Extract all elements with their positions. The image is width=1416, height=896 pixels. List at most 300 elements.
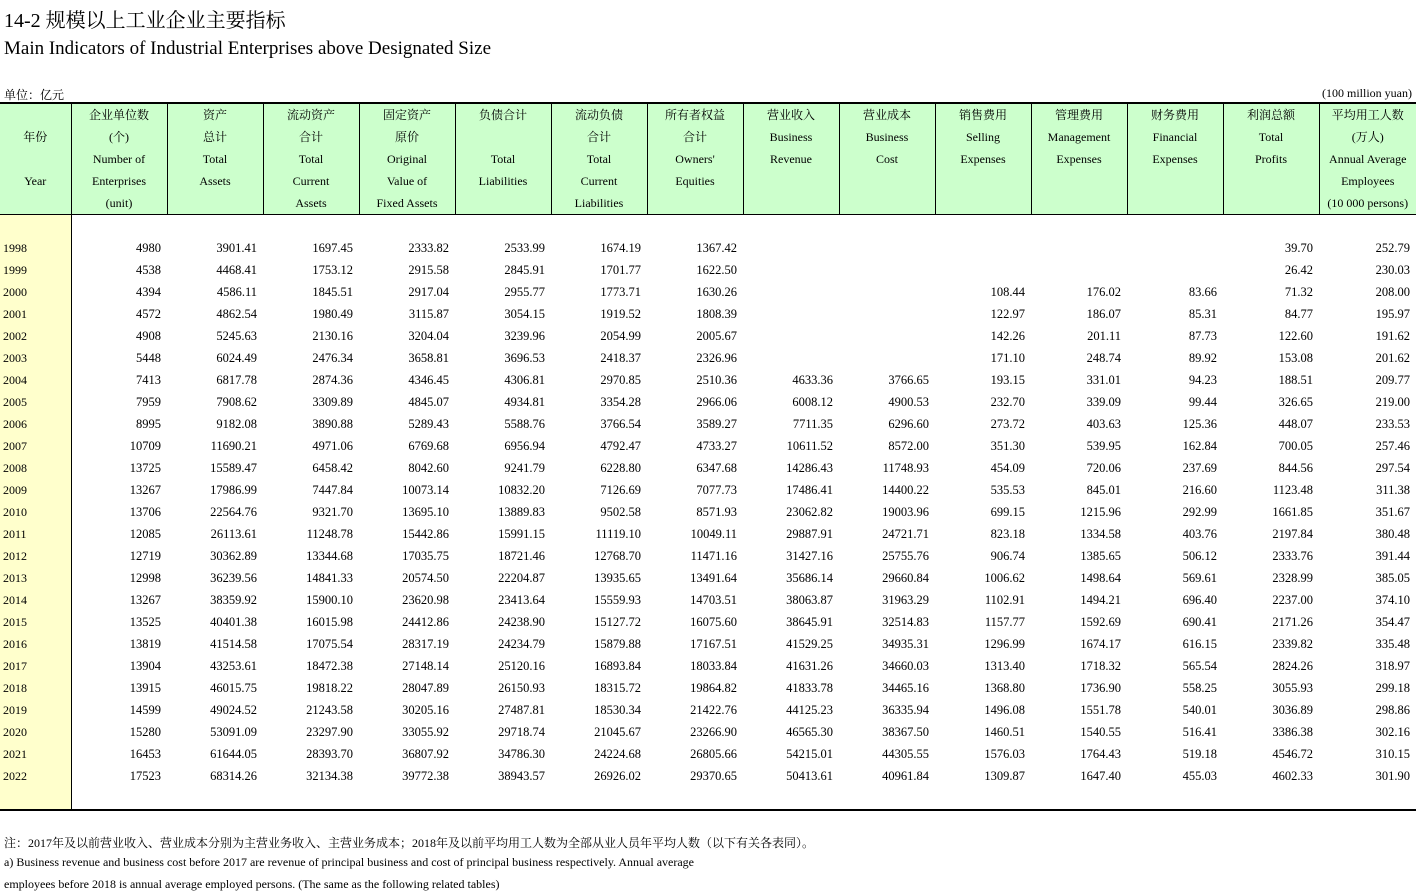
value-cell: 21243.58 [306, 703, 353, 717]
value-cell: 122.97 [990, 307, 1025, 321]
value-cell: 7908.62 [216, 395, 257, 409]
value-cell: 2845.91 [504, 263, 545, 277]
value-cell: 351.30 [990, 439, 1025, 453]
value-cell: 18315.72 [594, 681, 641, 695]
header-line: (10 000 persons) [1327, 196, 1409, 210]
spacer-cell [455, 787, 551, 810]
value-cell: 10709 [129, 439, 161, 453]
header-line: 年份 [23, 130, 48, 144]
value-cell: 17035.75 [402, 549, 449, 563]
value-cell: 142.26 [990, 329, 1025, 343]
value-cell: 9182.08 [216, 417, 257, 431]
value-cell: 11471.16 [690, 549, 737, 563]
value-cell: 7447.84 [312, 483, 353, 497]
value-cell: 10073.14 [402, 483, 449, 497]
value-cell: 1980.49 [312, 307, 353, 321]
value-cell: 1674.17 [1080, 637, 1121, 651]
value-cell: 1697.45 [312, 241, 353, 255]
value-cell: 13935.65 [594, 571, 641, 585]
value-cell: 13491.64 [690, 571, 737, 585]
header-line [1224, 192, 1319, 214]
value-cell: 448.07 [1278, 417, 1313, 431]
value-cell: 301.90 [1375, 769, 1410, 783]
value-cell: 21422.76 [690, 703, 737, 717]
value-cell: 4572 [136, 307, 161, 321]
value-cell: 3766.65 [888, 373, 929, 387]
value-cell: 27487.81 [498, 703, 545, 717]
header-line [168, 192, 263, 214]
value-cell: 29370.65 [690, 769, 737, 783]
value-cell: 318.97 [1375, 659, 1410, 673]
value-cell: 38063.87 [786, 593, 833, 607]
value-cell: 15442.86 [402, 527, 449, 541]
header-col-7 [647, 103, 743, 215]
header-line: Equities [675, 174, 715, 188]
value-cell: 1773.71 [600, 285, 641, 299]
year-cell: 2020 [0, 721, 71, 743]
header-line [840, 170, 935, 192]
value-cell: 22564.76 [210, 505, 257, 519]
value-cell: 273.72 [990, 417, 1025, 431]
value-cell: 28317.19 [402, 637, 449, 651]
value-cell: 7126.69 [600, 483, 641, 497]
value-cell: 7711.35 [792, 417, 833, 431]
value-cell: 41833.78 [786, 681, 833, 695]
value-cell [839, 347, 935, 369]
value-cell: 31963.29 [882, 593, 929, 607]
value-cell: 2326.96 [696, 351, 737, 365]
spacer-cell [0, 215, 71, 238]
value-cell: 516.41 [1182, 725, 1217, 739]
spacer-cell [263, 787, 359, 810]
table-row [0, 523, 1416, 545]
table-row [0, 259, 1416, 281]
value-cell: 219.00 [1375, 395, 1410, 409]
spacer-cell [839, 215, 935, 238]
value-cell: 3054.15 [504, 307, 545, 321]
value-cell: 326.65 [1278, 395, 1313, 409]
value-cell: 23413.64 [498, 593, 545, 607]
value-cell: 18530.34 [594, 703, 641, 717]
table-title-english: Main Indicators of Industrial Enterprises above Designated Size [4, 38, 491, 59]
value-cell: 7077.73 [696, 483, 737, 497]
year-cell: 2015 [0, 611, 71, 633]
value-cell: 233.53 [1375, 417, 1410, 431]
value-cell: 9321.70 [312, 505, 353, 519]
value-cell: 1367.42 [696, 241, 737, 255]
value-cell: 232.70 [990, 395, 1025, 409]
value-cell: 1630.26 [696, 285, 737, 299]
header-line: 合计 [298, 130, 323, 144]
value-cell: 19818.22 [306, 681, 353, 695]
value-cell: 2510.36 [696, 373, 737, 387]
value-cell: 17167.51 [690, 637, 737, 651]
value-cell: 4586.11 [216, 285, 257, 299]
value-cell: 22204.87 [498, 571, 545, 585]
value-cell: 17523 [129, 769, 161, 783]
header-line: 固定资产 [382, 108, 431, 122]
header-line: Number of [92, 152, 146, 166]
value-cell: 13904 [129, 659, 161, 673]
spacer-cell [551, 787, 647, 810]
value-cell: 720.06 [1086, 461, 1121, 475]
spacer-row [0, 215, 1416, 238]
value-cell: 2476.34 [312, 351, 353, 365]
value-cell: 26150.93 [498, 681, 545, 695]
header-line: Current [580, 174, 618, 188]
header-line [456, 126, 551, 148]
value-cell: 13915 [129, 681, 161, 695]
header-line: 合计 [682, 130, 707, 144]
value-cell: 3115.87 [408, 307, 449, 321]
value-cell: 15127.72 [594, 615, 641, 629]
header-line: (unit) [105, 196, 133, 210]
value-cell: 558.25 [1182, 681, 1217, 695]
value-cell: 8571.93 [696, 505, 737, 519]
value-cell: 13695.10 [402, 505, 449, 519]
value-cell: 4602.33 [1272, 769, 1313, 783]
value-cell: 454.09 [990, 461, 1025, 475]
value-cell: 331.01 [1086, 373, 1121, 387]
value-cell: 186.07 [1086, 307, 1121, 321]
header-row [0, 103, 1416, 215]
value-cell: 257.46 [1375, 439, 1410, 453]
header-line: Management [1047, 130, 1111, 144]
value-cell: 4733.27 [696, 439, 737, 453]
value-cell: 39772.38 [402, 769, 449, 783]
value-cell: 616.15 [1182, 637, 1217, 651]
value-cell: 380.48 [1375, 527, 1410, 541]
value-cell: 230.03 [1375, 263, 1410, 277]
header-line: Original [387, 152, 427, 166]
value-cell: 3055.93 [1272, 681, 1313, 695]
value-cell: 24234.79 [498, 637, 545, 651]
spacer-cell [167, 215, 263, 238]
value-cell: 506.12 [1182, 549, 1217, 563]
value-cell: 403.63 [1086, 417, 1121, 431]
header-line [744, 170, 839, 192]
value-cell: 2197.84 [1272, 527, 1313, 541]
value-cell: 30362.89 [210, 549, 257, 563]
value-cell: 385.05 [1375, 571, 1410, 585]
value-cell: 1674.19 [600, 241, 641, 255]
value-cell: 23620.98 [402, 593, 449, 607]
value-cell: 14599 [129, 703, 161, 717]
header-col-4 [359, 103, 455, 215]
value-cell: 1919.52 [600, 307, 641, 321]
value-cell [839, 281, 935, 303]
value-cell: 46015.75 [210, 681, 257, 695]
value-cell: 2874.36 [312, 373, 353, 387]
value-cell: 248.74 [1086, 351, 1121, 365]
value-cell: 40961.84 [882, 769, 929, 783]
header-line: 管理费用 [1054, 108, 1103, 122]
header-line [1128, 170, 1223, 192]
unit-label-chinese: 单位：亿元 [4, 88, 65, 102]
table-row [0, 347, 1416, 369]
value-cell: 906.74 [990, 549, 1025, 563]
value-cell: 26805.66 [690, 747, 737, 761]
year-cell: 2016 [0, 633, 71, 655]
value-cell: 83.66 [1188, 285, 1217, 299]
header-line: Fixed Assets [376, 196, 438, 210]
value-cell: 44125.23 [786, 703, 833, 717]
value-cell: 311.38 [1376, 483, 1410, 497]
value-cell: 26926.02 [594, 769, 641, 783]
value-cell: 193.15 [990, 373, 1025, 387]
value-cell: 14841.33 [306, 571, 353, 585]
value-cell: 3658.81 [408, 351, 449, 365]
value-cell: 2966.06 [696, 395, 737, 409]
value-cell: 6347.68 [696, 461, 737, 475]
year-cell: 2021 [0, 743, 71, 765]
value-cell: 46565.30 [786, 725, 833, 739]
year-cell: 2014 [0, 589, 71, 611]
value-cell: 6956.94 [504, 439, 545, 453]
header-line: 合计 [586, 130, 611, 144]
value-cell: 12719 [129, 549, 161, 563]
value-cell: 6817.78 [216, 373, 257, 387]
value-cell: 4546.72 [1272, 747, 1313, 761]
value-cell: 2418.37 [600, 351, 641, 365]
value-cell: 18033.84 [690, 659, 737, 673]
value-cell: 40401.38 [210, 615, 257, 629]
header-col-3 [263, 103, 359, 215]
value-cell: 3354.28 [600, 395, 641, 409]
value-cell: 16075.60 [690, 615, 737, 629]
value-cell: 191.62 [1375, 329, 1410, 343]
value-cell: 6008.12 [792, 395, 833, 409]
value-cell: 1701.77 [600, 263, 641, 277]
value-cell: 85.31 [1188, 307, 1217, 321]
value-cell: 171.10 [990, 351, 1025, 365]
table-row [0, 237, 1416, 259]
header-line: Total [586, 152, 612, 166]
value-cell: 38645.91 [786, 615, 833, 629]
value-cell: 41514.58 [210, 637, 257, 651]
value-cell: 310.15 [1375, 747, 1410, 761]
value-cell: 1313.40 [984, 659, 1025, 673]
value-cell: 4845.07 [408, 395, 449, 409]
header-line [936, 170, 1031, 192]
header-line: Liabilities [574, 196, 624, 210]
value-cell: 162.84 [1182, 439, 1217, 453]
spacer-cell [455, 215, 551, 238]
value-cell: 29718.74 [498, 725, 545, 739]
value-cell: 68314.26 [210, 769, 257, 783]
spacer-cell [743, 215, 839, 238]
value-cell [839, 303, 935, 325]
value-cell: 4346.45 [408, 373, 449, 387]
value-cell: 2237.00 [1272, 593, 1313, 607]
table-row [0, 325, 1416, 347]
table-row [0, 677, 1416, 699]
value-cell: 455.03 [1182, 769, 1217, 783]
value-cell: 823.18 [990, 527, 1025, 541]
year-cell: 2022 [0, 765, 71, 787]
value-cell: 28393.70 [306, 747, 353, 761]
value-cell: 252.79 [1375, 241, 1410, 255]
value-cell [1031, 237, 1127, 259]
header-line [648, 192, 743, 214]
value-cell [935, 237, 1031, 259]
value-cell: 298.86 [1375, 703, 1410, 717]
table-body [0, 215, 1416, 811]
value-cell: 108.44 [990, 285, 1025, 299]
spacer-cell [71, 215, 167, 238]
value-cell: 53091.09 [210, 725, 257, 739]
value-cell [1031, 259, 1127, 281]
value-cell: 89.92 [1188, 351, 1217, 365]
value-cell: 297.54 [1375, 461, 1410, 475]
spacer-cell [551, 215, 647, 238]
value-cell: 188.51 [1278, 373, 1313, 387]
year-cell: 2017 [0, 655, 71, 677]
value-cell [1127, 259, 1223, 281]
value-cell: 1309.87 [984, 769, 1025, 783]
value-cell: 3239.96 [504, 329, 545, 343]
footnote-english-line-1: a) Business revenue and business cost before 2017 are revenue of principal business and cost of principal business respectively. Annual average [4, 855, 695, 869]
value-cell: 4900.53 [888, 395, 929, 409]
value-cell: 1576.03 [984, 747, 1025, 761]
value-cell: 208.00 [1375, 285, 1410, 299]
value-cell: 23266.90 [690, 725, 737, 739]
year-cell: 2011 [0, 523, 71, 545]
header-line: Total [490, 152, 516, 166]
value-cell: 6769.68 [408, 439, 449, 453]
value-cell: 2915.58 [408, 263, 449, 277]
value-cell: 30205.16 [402, 703, 449, 717]
value-cell: 12768.70 [594, 549, 641, 563]
value-cell: 15559.93 [594, 593, 641, 607]
header-line: Year [24, 174, 47, 188]
value-cell: 201.62 [1375, 351, 1410, 365]
value-cell: 195.97 [1375, 307, 1410, 321]
value-cell: 8572.00 [888, 439, 929, 453]
value-cell: 33055.92 [402, 725, 449, 739]
value-cell: 3766.54 [600, 417, 641, 431]
value-cell: 17486.41 [786, 483, 833, 497]
value-cell: 6228.80 [600, 461, 641, 475]
value-cell [839, 259, 935, 281]
year-cell: 2005 [0, 391, 71, 413]
value-cell: 41529.25 [786, 637, 833, 651]
header-line: Owners' [675, 152, 715, 166]
spacer-cell [167, 787, 263, 810]
value-cell: 2328.99 [1272, 571, 1313, 585]
year-cell: 2018 [0, 677, 71, 699]
value-cell: 5448 [136, 351, 161, 365]
value-cell: 20574.50 [402, 571, 449, 585]
value-cell: 4792.47 [600, 439, 641, 453]
value-cell: 13819 [129, 637, 161, 651]
value-cell: 12998 [129, 571, 161, 585]
indicators-table [0, 102, 1416, 811]
table-row [0, 765, 1416, 787]
year-cell: 2008 [0, 457, 71, 479]
value-cell: 32514.83 [882, 615, 929, 629]
value-cell [743, 347, 839, 369]
header-line: Liabilities [478, 174, 528, 188]
value-cell: 16015.98 [306, 615, 353, 629]
value-cell: 10611.52 [786, 439, 833, 453]
value-cell: 1296.99 [984, 637, 1025, 651]
value-cell: 292.99 [1182, 505, 1217, 519]
header-line [936, 192, 1031, 214]
value-cell: 125.36 [1182, 417, 1217, 431]
value-cell: 10049.11 [690, 527, 737, 541]
year-cell: 2013 [0, 567, 71, 589]
header-line: Annual Average [1329, 152, 1407, 166]
value-cell: 4908 [136, 329, 161, 343]
value-cell [1127, 237, 1223, 259]
value-cell: 201.11 [1087, 329, 1121, 343]
value-cell: 26.42 [1284, 263, 1313, 277]
header-line: Expenses [1056, 152, 1102, 166]
value-cell: 237.69 [1182, 461, 1217, 475]
value-cell: 1753.12 [312, 263, 353, 277]
header-col-2 [167, 103, 263, 215]
value-cell: 5289.43 [408, 417, 449, 431]
header-col-12 [1127, 103, 1223, 215]
value-cell: 15589.47 [210, 461, 257, 475]
value-cell: 17986.99 [210, 483, 257, 497]
value-cell: 15991.15 [498, 527, 545, 541]
value-cell: 339.09 [1086, 395, 1121, 409]
header-line: 所有者权益 [664, 108, 725, 122]
header-col-10 [935, 103, 1031, 215]
value-cell: 26113.61 [210, 527, 257, 541]
value-cell: 700.05 [1278, 439, 1313, 453]
table-row [0, 633, 1416, 655]
header-line [1128, 192, 1223, 214]
value-cell: 1368.80 [984, 681, 1025, 695]
value-cell: 1157.77 [984, 615, 1025, 629]
table-row [0, 655, 1416, 677]
header-col-5 [455, 103, 551, 215]
header-line: Cost [875, 152, 898, 166]
spacer-row [0, 787, 1416, 810]
value-cell [839, 325, 935, 347]
footnote-english-line-2: employees before 2018 is annual average employed persons. (The same as the following related tables) [4, 877, 500, 891]
spacer-cell [647, 787, 743, 810]
value-cell: 374.10 [1375, 593, 1410, 607]
value-cell: 302.16 [1375, 725, 1410, 739]
table-row [0, 611, 1416, 633]
value-cell: 2533.99 [504, 241, 545, 255]
value-cell: 690.41 [1182, 615, 1217, 629]
value-cell: 44305.55 [882, 747, 929, 761]
spacer-cell [743, 787, 839, 810]
value-cell: 539.95 [1086, 439, 1121, 453]
header-line: Expenses [1152, 152, 1198, 166]
year-cell: 2006 [0, 413, 71, 435]
value-cell: 87.73 [1188, 329, 1217, 343]
value-cell: 29887.91 [786, 527, 833, 541]
value-cell: 3036.89 [1272, 703, 1313, 717]
value-cell: 535.53 [990, 483, 1025, 497]
year-cell: 2000 [0, 281, 71, 303]
value-cell: 209.77 [1375, 373, 1410, 387]
value-cell: 1385.65 [1080, 549, 1121, 563]
value-cell: 27148.14 [402, 659, 449, 673]
table-row [0, 721, 1416, 743]
value-cell: 3901.41 [216, 241, 257, 255]
spacer-cell [935, 787, 1031, 810]
value-cell: 11248.78 [306, 527, 353, 541]
value-cell: 4971.06 [312, 439, 353, 453]
value-cell: 1808.39 [696, 307, 737, 321]
